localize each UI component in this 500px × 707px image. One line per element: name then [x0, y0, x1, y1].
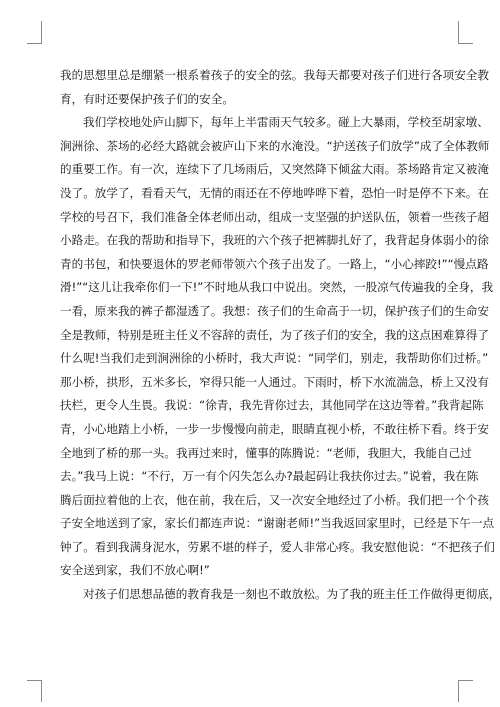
- text-line: 涧洲徐、茶场的必经大路就会被庐山下来的水淹没。“护送孩子们放学”成了全体教师: [60, 138, 490, 153]
- document-body: [60, 64, 500, 607]
- text-line: 去。”我马上说：“不行，万一有个闪失怎么办?最起码让我扶你过去。”说着，我在陈: [60, 469, 479, 484]
- text-line: 扶栏，更令人生畏。我说：“徐青，我先背你过去，其他同学在这边等着。”我背起陈: [60, 398, 484, 413]
- text-line: 什么呢!当我们走到涧洲徐的小桥时，我大声说：“同学们，别走，我帮助你们过桥。”: [60, 351, 489, 366]
- text-line: 腾后面拉着他的上衣，他在前，我在后，又一次安全地经过了小桥。我们把一个个孩: [60, 492, 489, 507]
- text-line: 育，有时还要保护孩子们的安全。: [60, 91, 234, 106]
- text-line: 青的书包，和快要退休的罗老师带领六个孩子出发了。一路上，“小心摔跤!”“慢点路: [60, 256, 489, 271]
- text-line: 滑!”“这儿让我牵你们一下!”不时地从我口中说出。突然，一股凉气传遍我的全身，我: [60, 280, 494, 295]
- text-line: 学校的号召下，我们准备全体老师出动，组成一支坚强的护送队伍，领着一些孩子超: [60, 209, 489, 224]
- text-line: 子安全地送到了家，家长们都连声说：“谢谢老师!”当我返回家里时，已经是下午一点: [60, 516, 495, 531]
- text-line: 青，小心地踏上小桥，一步一步慢慢向前走，眼睛直视小桥，不敢往桥下看。终于安: [60, 421, 489, 436]
- text-line: 的重要工作。有一次，连续下了几场雨后，又突然降下倾盆大雨。茶场路肯定又被淹: [60, 162, 489, 177]
- text-line: 没了。放学了，看看天气，无情的雨还在不停地哗哗下着，恐怕一时是停不下来。在: [60, 185, 489, 200]
- text-line: 对孩子们思想品德的教育我是一刻也不敢放松。为了我的班主任工作做得更彻底，: [83, 587, 500, 602]
- text-line: 小路走。在我的帮助和指导下，我班的六个孩子把裤脚扎好了，我背起身体弱小的徐: [60, 233, 489, 248]
- text-line: 钟了。看到我满身泥水，劳累不堪的样子，爱人非常心疼。我安慰他说：“不把孩子们: [60, 539, 495, 554]
- text-line: 一看，原来我的裤子都湿透了。我想：孩子们的生命高于一切，保护孩子们的生命安: [60, 303, 489, 318]
- text-line: 全是教师，特别是班主任义不容辞的责任，为了孩子们的安全，我的这点困难算得了: [60, 327, 489, 342]
- text-line: 安全送到家，我们不放心啊!”: [60, 563, 210, 578]
- text-line: 我的思想里总是绷紧一根系着孩子的安全的弦。我每天都要对孩子们进行各项安全教: [60, 68, 489, 82]
- text-line: 我们学校地处庐山脚下，每年上半雷雨天气较多。碰上大暴雨，学校至胡家墩、: [83, 115, 489, 130]
- text-line: 全地到了桥的那一头。我再过来时，懂事的陈腾说：“老师，我胆大，我能自己过: [60, 445, 472, 460]
- text-line: 那小桥，拱形，五米多长，窄得只能一人通过。下雨时，桥下水流湍急，桥上又没有: [60, 374, 489, 389]
